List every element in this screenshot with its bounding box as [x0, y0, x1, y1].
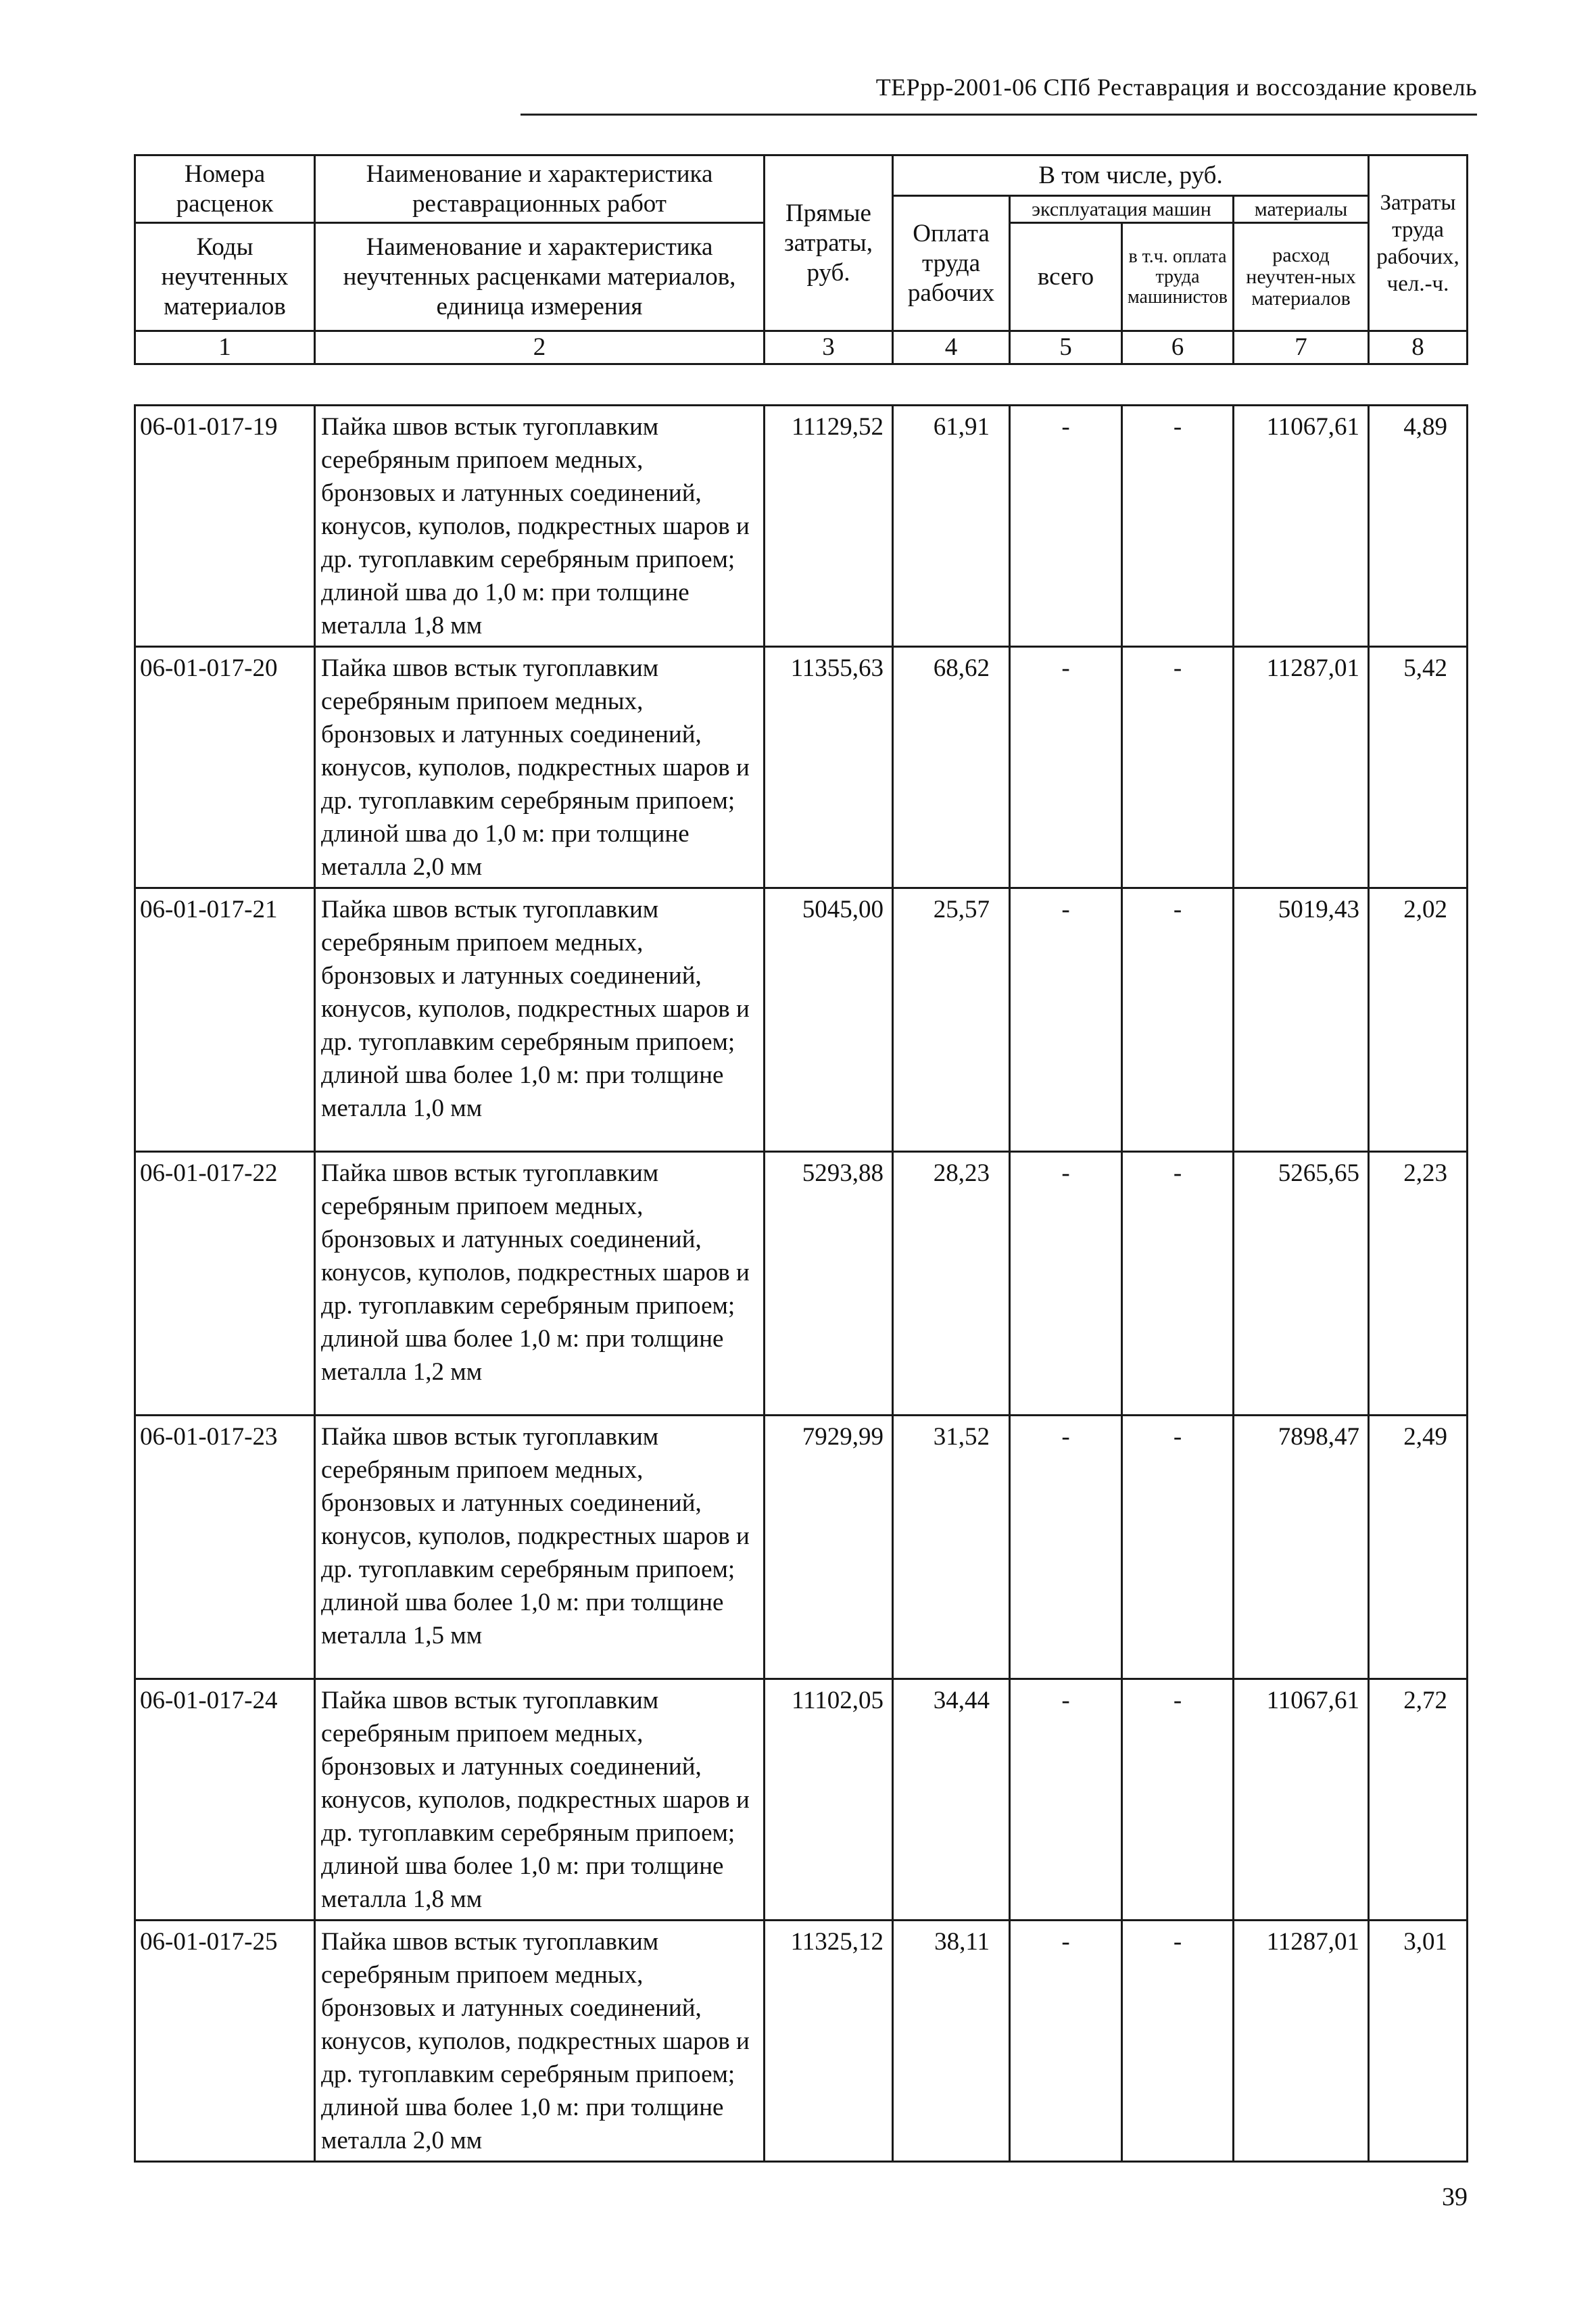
- worker-wages: 38,11: [893, 1921, 1010, 2162]
- machines-total: -: [1010, 1679, 1122, 1921]
- col-number: 5: [1010, 331, 1122, 364]
- direct-costs: 11325,12: [765, 1921, 893, 2162]
- direct-costs: 7929,99: [765, 1416, 893, 1679]
- machines-total: -: [1010, 888, 1122, 1152]
- col-number: 3: [765, 331, 893, 364]
- direct-costs: 11102,05: [765, 1679, 893, 1921]
- header-worker-wages: Оплата труда рабочих: [893, 196, 1010, 331]
- rate-code: 06-01-017-20: [135, 647, 315, 888]
- header-group-including: В том числе, руб.: [893, 155, 1369, 196]
- worker-wages: 28,23: [893, 1152, 1010, 1416]
- labor-hours: 4,89: [1369, 406, 1468, 647]
- machines-total: -: [1010, 1921, 1122, 2162]
- col-number: 1: [135, 331, 315, 364]
- table-row: [135, 406, 1468, 647]
- labor-hours: 2,49: [1369, 1416, 1468, 1679]
- rates-table: [134, 404, 1468, 2163]
- rate-description: Пайка швов встык тугоплавким серебряным припоем медных, бронзовых и латунных соединений, конусов, куполов, подкрестных шаров и др. тугоплавким серебряным припоем; длиной шва более 1,0 м: при толщине металла 2,0 мм: [315, 1921, 765, 2162]
- worker-wages: 34,44: [893, 1679, 1010, 1921]
- table-row: [135, 647, 1468, 888]
- materials-cost: 11287,01: [1234, 647, 1369, 888]
- col-number: 2: [315, 331, 765, 364]
- col-number: 8: [1369, 331, 1468, 364]
- rate-code: 06-01-017-22: [135, 1152, 315, 1416]
- rate-description: Пайка швов встык тугоплавким серебряным припоем медных, бронзовых и латунных соединений, конусов, куполов, подкрестных шаров и др. тугоплавким серебряным припоем; длиной шва до 1,0 м: при толщине металла 1,8 мм: [315, 406, 765, 647]
- rate-description: Пайка швов встык тугоплавким серебряным припоем медных, бронзовых и латунных соединений, конусов, куполов, подкрестных шаров и др. тугоплавким серебряным припоем; длиной шва более 1,0 м: при толщине металла 1,8 мм: [315, 1679, 765, 1921]
- header-labor-hours: Затраты труда рабочих, чел.-ч.: [1369, 155, 1468, 331]
- rate-code: 06-01-017-21: [135, 888, 315, 1152]
- header-operator-wages: в т.ч. оплата труда машинистов: [1122, 223, 1234, 331]
- table-header: [134, 154, 1468, 365]
- header-machines-total: всего: [1010, 223, 1122, 331]
- materials-cost: 5019,43: [1234, 888, 1369, 1152]
- rate-code: 06-01-017-19: [135, 406, 315, 647]
- machines-total: -: [1010, 1416, 1122, 1679]
- page-number: 39: [1442, 2183, 1468, 2211]
- worker-wages: 61,91: [893, 406, 1010, 647]
- header-materials-group: материалы: [1234, 196, 1369, 223]
- materials-cost: 11287,01: [1234, 1921, 1369, 2162]
- machines-total: -: [1010, 1152, 1122, 1416]
- operator-wages: -: [1122, 1679, 1234, 1921]
- operator-wages: -: [1122, 888, 1234, 1152]
- rate-code: 06-01-017-25: [135, 1921, 315, 2162]
- direct-costs: 11129,52: [765, 406, 893, 647]
- labor-hours: 2,02: [1369, 888, 1468, 1152]
- header-machines-group: эксплуатация машин: [1010, 196, 1234, 223]
- header-material-names: Наименование и характеристика неучтенных расценками материалов, единица измерения: [315, 223, 765, 331]
- rate-code: 06-01-017-24: [135, 1679, 315, 1921]
- direct-costs: 5045,00: [765, 888, 893, 1152]
- header-rule: [521, 114, 1477, 116]
- col-number: 4: [893, 331, 1010, 364]
- labor-hours: 3,01: [1369, 1921, 1468, 2162]
- operator-wages: -: [1122, 1152, 1234, 1416]
- header-direct-costs: Прямые затраты, руб.: [765, 155, 893, 331]
- header-rate-numbers: Номера расценок: [135, 155, 315, 223]
- worker-wages: 25,57: [893, 888, 1010, 1152]
- materials-cost: 11067,61: [1234, 406, 1369, 647]
- table-row: [135, 1416, 1468, 1679]
- machines-total: -: [1010, 647, 1122, 888]
- rate-description: Пайка швов встык тугоплавким серебряным припоем медных, бронзовых и латунных соединений, конусов, куполов, подкрестных шаров и др. тугоплавким серебряным припоем; длиной шва более 1,0 м: при толщине металла 1,0 мм: [315, 888, 765, 1152]
- running-header: ТЕРрр-2001-06 СПб Реставрация и воссоздание кровель: [875, 74, 1477, 101]
- operator-wages: -: [1122, 647, 1234, 888]
- operator-wages: -: [1122, 1416, 1234, 1679]
- worker-wages: 31,52: [893, 1416, 1010, 1679]
- header-unaccounted-materials: расход неучтен-ных материалов: [1234, 223, 1369, 331]
- rate-description: Пайка швов встык тугоплавким серебряным припоем медных, бронзовых и латунных соединений, конусов, куполов, подкрестных шаров и др. тугоплавким серебряным припоем; длиной шва более 1,0 м: при толщине металла 1,5 мм: [315, 1416, 765, 1679]
- materials-cost: 11067,61: [1234, 1679, 1369, 1921]
- direct-costs: 11355,63: [765, 647, 893, 888]
- table-row: [135, 1679, 1468, 1921]
- rate-description: Пайка швов встык тугоплавким серебряным припоем медных, бронзовых и латунных соединений, конусов, куполов, подкрестных шаров и др. тугоплавким серебряным припоем; длиной шва более 1,0 м: при толщине металла 1,2 мм: [315, 1152, 765, 1416]
- machines-total: -: [1010, 406, 1122, 647]
- labor-hours: 2,72: [1369, 1679, 1468, 1921]
- materials-cost: 5265,65: [1234, 1152, 1369, 1416]
- header-material-codes: Коды неучтенных материалов: [135, 223, 315, 331]
- col-number: 7: [1234, 331, 1369, 364]
- direct-costs: 5293,88: [765, 1152, 893, 1416]
- table-row: [135, 888, 1468, 1152]
- table-row: [135, 1152, 1468, 1416]
- operator-wages: -: [1122, 406, 1234, 647]
- rate-description: Пайка швов встык тугоплавким серебряным припоем медных, бронзовых и латунных соединений, конусов, куполов, подкрестных шаров и др. тугоплавким серебряным припоем; длиной шва до 1,0 м: при толщине металла 2,0 мм: [315, 647, 765, 888]
- labor-hours: 2,23: [1369, 1152, 1468, 1416]
- worker-wages: 68,62: [893, 647, 1010, 888]
- operator-wages: -: [1122, 1921, 1234, 2162]
- table-row: [135, 1921, 1468, 2162]
- header-work-name: Наименование и характеристика реставрационных работ: [315, 155, 765, 223]
- rate-code: 06-01-017-23: [135, 1416, 315, 1679]
- labor-hours: 5,42: [1369, 647, 1468, 888]
- col-number: 6: [1122, 331, 1234, 364]
- materials-cost: 7898,47: [1234, 1416, 1369, 1679]
